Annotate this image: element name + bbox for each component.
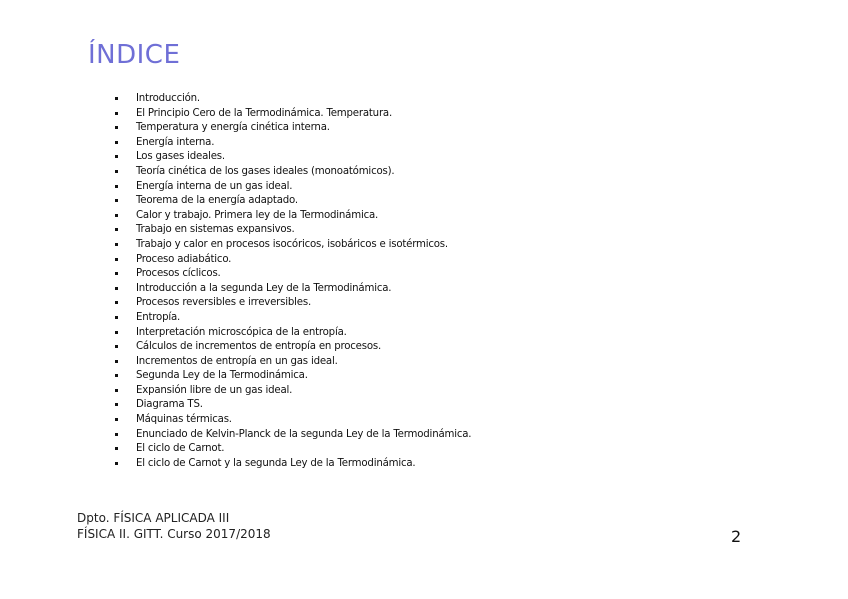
- list-item-text: Los gases ideales.: [136, 151, 225, 163]
- bullet-icon: [115, 243, 118, 246]
- list-item-text: El ciclo de Carnot y la segunda Ley de la Termodinámica.: [136, 457, 416, 469]
- list-item-text: El ciclo de Carnot.: [136, 443, 225, 455]
- list-item-text: Máquinas térmicas.: [136, 414, 232, 426]
- list-item: [114, 282, 471, 297]
- bullet-icon: [115, 141, 118, 144]
- list-item: [114, 340, 471, 355]
- bullet-icon: [115, 170, 118, 173]
- bullet-icon: [115, 301, 118, 304]
- list-item-text: Expansión libre de un gas ideal.: [136, 384, 293, 396]
- list-item-text: Incrementos de entropía en un gas ideal.: [136, 355, 338, 367]
- bullet-icon: [115, 97, 118, 100]
- list-item: [114, 209, 471, 224]
- list-item-text: Energía interna.: [136, 136, 215, 148]
- list-item: [114, 136, 471, 151]
- list-item: [114, 92, 471, 107]
- bullet-icon: [115, 462, 118, 465]
- list-item: [114, 398, 471, 413]
- list-item-text: Entropía.: [136, 311, 181, 323]
- bullet-icon: [115, 126, 118, 129]
- list-item: [114, 326, 471, 341]
- bullet-icon: [115, 360, 118, 363]
- table-of-contents: [114, 92, 471, 471]
- bullet-icon: [115, 316, 118, 319]
- list-item: [114, 165, 471, 180]
- bullet-icon: [115, 433, 118, 436]
- list-item: [114, 428, 471, 443]
- bullet-icon: [115, 214, 118, 217]
- bullet-icon: [115, 287, 118, 290]
- page-number: 2: [731, 527, 742, 546]
- list-item-text: Introducción.: [136, 93, 200, 104]
- list-item-text: Introducción a la segunda Ley de la Termodinámica.: [136, 282, 392, 294]
- list-item: [114, 238, 471, 253]
- footer-course: FÍSICA II. GITT. Curso 2017/2018: [77, 527, 271, 541]
- slide-title: ÍNDICE: [88, 40, 181, 70]
- list-item: [114, 413, 471, 428]
- list-item: [114, 180, 471, 195]
- bullet-icon: [115, 403, 118, 406]
- list-item: [114, 150, 471, 165]
- list-item-text: Segunda Ley de la Termodinámica.: [136, 370, 308, 382]
- list-item-text: Diagrama TS.: [136, 399, 203, 411]
- bullet-icon: [115, 258, 118, 261]
- bullet-icon: [115, 374, 118, 377]
- bullet-icon: [115, 272, 118, 275]
- list-item: [114, 253, 471, 268]
- list-item-text: Procesos cíclicos.: [136, 268, 221, 280]
- list-item: [114, 384, 471, 399]
- list-item-text: Proceso adiabático.: [136, 253, 232, 265]
- list-item: [114, 121, 471, 136]
- bullet-icon: [115, 447, 118, 450]
- list-item-text: Trabajo y calor en procesos isocóricos, isobáricos e isotérmicos.: [136, 238, 448, 250]
- list-item: [114, 223, 471, 238]
- list-item-text: Interpretación microscópica de la entropía.: [136, 326, 347, 338]
- list-item-text: Calor y trabajo. Primera ley de la Termodinámica.: [136, 209, 379, 221]
- footer: [77, 510, 271, 542]
- list-item-text: Energía interna de un gas ideal.: [136, 180, 293, 192]
- bullet-icon: [115, 155, 118, 158]
- list-item-text: Teoría cinética de los gases ideales (monoatómicos).: [136, 165, 395, 177]
- list-item: [114, 457, 471, 472]
- list-item: [114, 194, 471, 209]
- list-item-text: Trabajo en sistemas expansivos.: [136, 224, 295, 236]
- bullet-icon: [115, 418, 118, 421]
- bullet-icon: [115, 389, 118, 392]
- list-item: [114, 296, 471, 311]
- bullet-icon: [115, 331, 118, 334]
- list-item-text: Enunciado de Kelvin-Planck de la segunda Ley de la Termodinámica.: [136, 428, 472, 440]
- list-item: [114, 267, 471, 282]
- bullet-icon: [115, 228, 118, 231]
- list-item: [114, 355, 471, 370]
- list-item-text: El Principio Cero de la Termodinámica. Temperatura.: [136, 107, 393, 119]
- bullet-icon: [115, 112, 118, 115]
- list-item: [114, 369, 471, 384]
- footer-department: Dpto. FÍSICA APLICADA III: [77, 511, 230, 525]
- bullet-icon: [115, 345, 118, 348]
- list-item-text: Teorema de la energía adaptado.: [136, 195, 298, 207]
- list-item: [114, 311, 471, 326]
- list-item-text: Cálculos de incrementos de entropía en procesos.: [136, 341, 382, 353]
- list-item: [114, 442, 471, 457]
- list-item: [114, 107, 471, 122]
- bullet-icon: [115, 199, 118, 202]
- bullet-icon: [115, 185, 118, 188]
- list-item-text: Procesos reversibles e irreversibles.: [136, 297, 311, 309]
- list-item-text: Temperatura y energía cinética interna.: [136, 122, 330, 134]
